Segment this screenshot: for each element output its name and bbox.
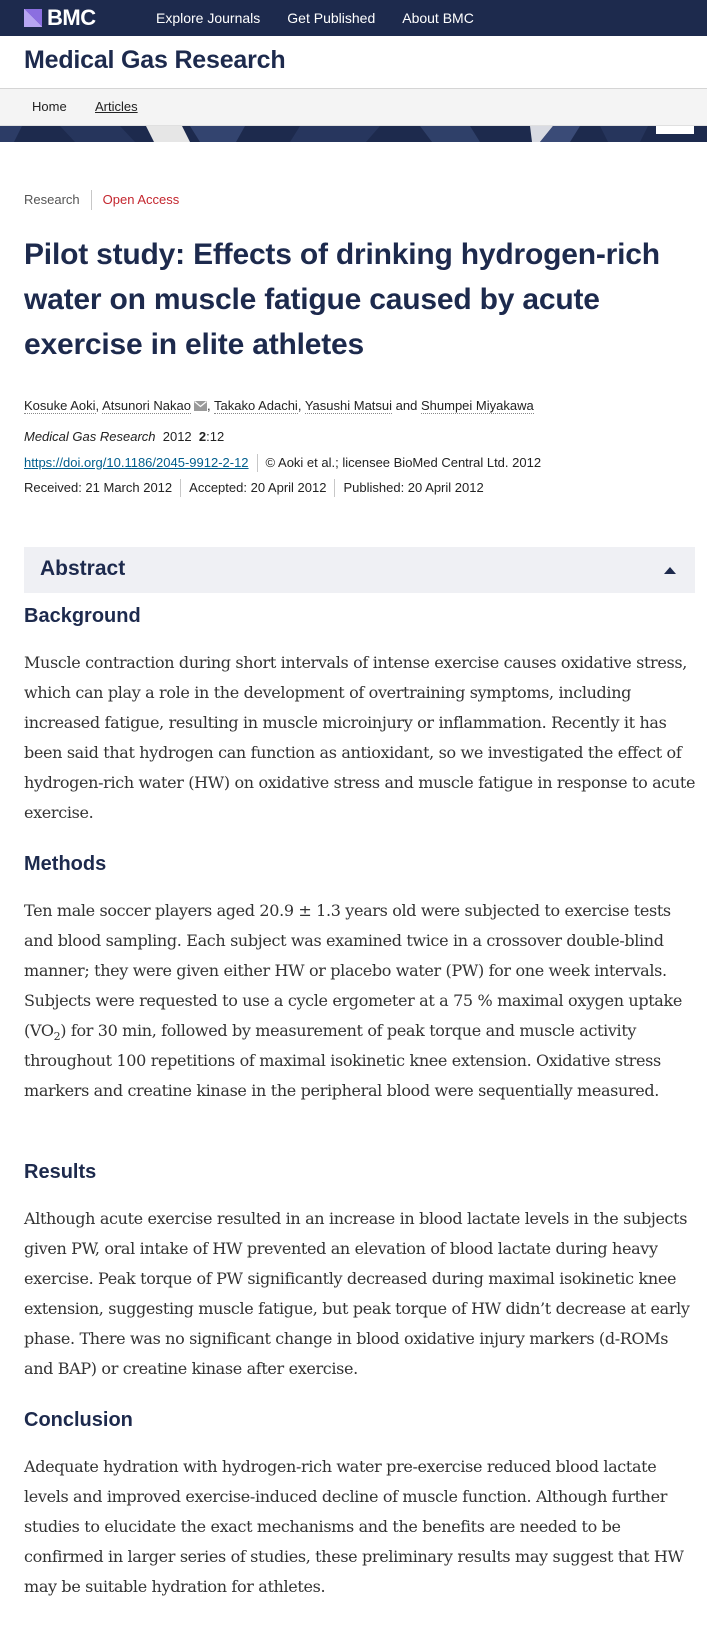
citation-journal: Medical Gas Research — [24, 429, 156, 444]
journal-subnav — [0, 89, 707, 126]
bmc-logo-text: BMC — [47, 5, 96, 30]
nav-explore-journals[interactable]: Explore Journals — [156, 10, 261, 26]
citation-year: 2012 — [162, 429, 192, 444]
methods-subscript: 2 — [53, 1030, 61, 1044]
conclusion-text: Adequate hydration with hydrogen-rich water pre-exercise reduced blood lactate levels and improved exercise-induced decline of muscle function. Although further studies to elucidate the exact mechanisms and the benefits are needed to be confirmed in larger series of studies, these preliminary results may suggest that HW may be suitable hydration for athletes. — [24, 1457, 684, 1596]
abstract-heading: Abstract — [40, 557, 126, 580]
subnav-articles[interactable]: Articles — [95, 99, 138, 114]
journal-header — [0, 36, 707, 89]
email-icon[interactable] — [194, 401, 207, 411]
author-link[interactable]: Kosuke Aoki — [24, 398, 96, 413]
decorative-pattern-banner — [0, 126, 707, 142]
author-link[interactable]: Shumpei Miyakawa — [420, 398, 534, 413]
article-title: Pilot study: Effects of drinking hydrogen-rich water on muscle fatigue caused by acute exercise in elite athletes — [24, 238, 660, 361]
background-heading: Background — [24, 605, 141, 627]
citation-page: :12 — [206, 429, 225, 444]
accepted-date: Accepted: 20 April 2012 — [189, 479, 335, 497]
methods-text — [24, 896, 700, 1106]
published-date: Published: 20 April 2012 — [343, 480, 484, 495]
global-header — [0, 0, 707, 36]
copyright-text: © Aoki et al.; licensee BioMed Central Ltd. 2012 — [265, 455, 542, 470]
conclusion-heading: Conclusion — [24, 1409, 133, 1431]
chevron-up-icon — [664, 566, 676, 574]
methods-text-part2: ) for 30 min, followed by measurement of peak torque and muscle activity throughout 100 repetitions of maximal isokinetic knee extension. Oxidative stress markers and creatine kinase in the peripheral blood were sequentially measured. — [24, 1021, 661, 1100]
citation-volume: 2 — [198, 429, 207, 444]
subnav-home[interactable]: Home — [32, 99, 67, 114]
citation-line — [24, 428, 224, 446]
author-link[interactable]: Takako Adachi — [213, 398, 298, 413]
author-link[interactable]: Atsunori Nakao — [102, 398, 191, 413]
journal-title-link[interactable]: Medical Gas Research — [24, 46, 286, 74]
nav-about-bmc[interactable]: About BMC — [402, 10, 474, 26]
results-text: Although acute exercise resulted in an increase in blood lactate levels in the subjects given PW, oral intake of HW prevented an elevation of blood lactate during heavy exercise. Peak torque of PW significantly decreased during maximal isokinetic knee extension, suggesting muscle fatigue, but peak torque of HW didn’t decrease at early phase. There was no significant change in blood oxidative injury markers (d-ROMs and BAP) or creatine kinase after exercise. — [24, 1209, 690, 1378]
author-separator: , — [206, 398, 211, 413]
author-list — [24, 397, 694, 415]
bmc-logo-icon — [24, 9, 42, 27]
author-link[interactable]: Yasushi Matsui — [304, 398, 393, 413]
methods-heading: Methods — [24, 853, 107, 875]
author-and: and — [395, 398, 418, 413]
author-separator: , — [95, 398, 100, 413]
results-heading: Results — [24, 1161, 97, 1183]
doi-row — [24, 454, 541, 472]
article-type-row — [24, 190, 179, 210]
author-separator: , — [297, 398, 302, 413]
nav-get-published[interactable]: Get Published — [287, 10, 376, 26]
received-date: Received: 21 March 2012 — [24, 479, 181, 497]
bmc-logo-link[interactable] — [24, 7, 96, 29]
methods-text-part1: Ten male soccer players aged 20.9 ± 1.3 years old were subjected to exercise tests and blood sampling. Each subject was examined twice in a crossover double-blind manner; they were given either HW or placebo water (PW) for one week intervals. Subjects were requested to use a cycle ergometer at a 75 % maximal oxygen uptake (VO — [24, 901, 682, 1040]
abstract-toggle[interactable] — [24, 547, 695, 593]
doi-link[interactable]: https://doi.org/10.1186/2045-9912-2-12 — [24, 454, 258, 472]
open-access-badge: Open Access — [102, 192, 180, 207]
article-type: Research — [24, 190, 92, 210]
background-text: Muscle contraction during short intervals of intense exercise causes oxidative stress, which can play a role in the development of overtraining symptoms, including increased fatigue, resulting in muscle microinjury or inflammation. Recently it has been said that hydrogen can function as antioxidant, so we investigated the effect of hydrogen-rich water (HW) on oxidative stress and muscle fatigue in response to acute exercise. — [24, 653, 696, 822]
article-dates — [24, 479, 484, 497]
global-nav — [156, 0, 501, 36]
